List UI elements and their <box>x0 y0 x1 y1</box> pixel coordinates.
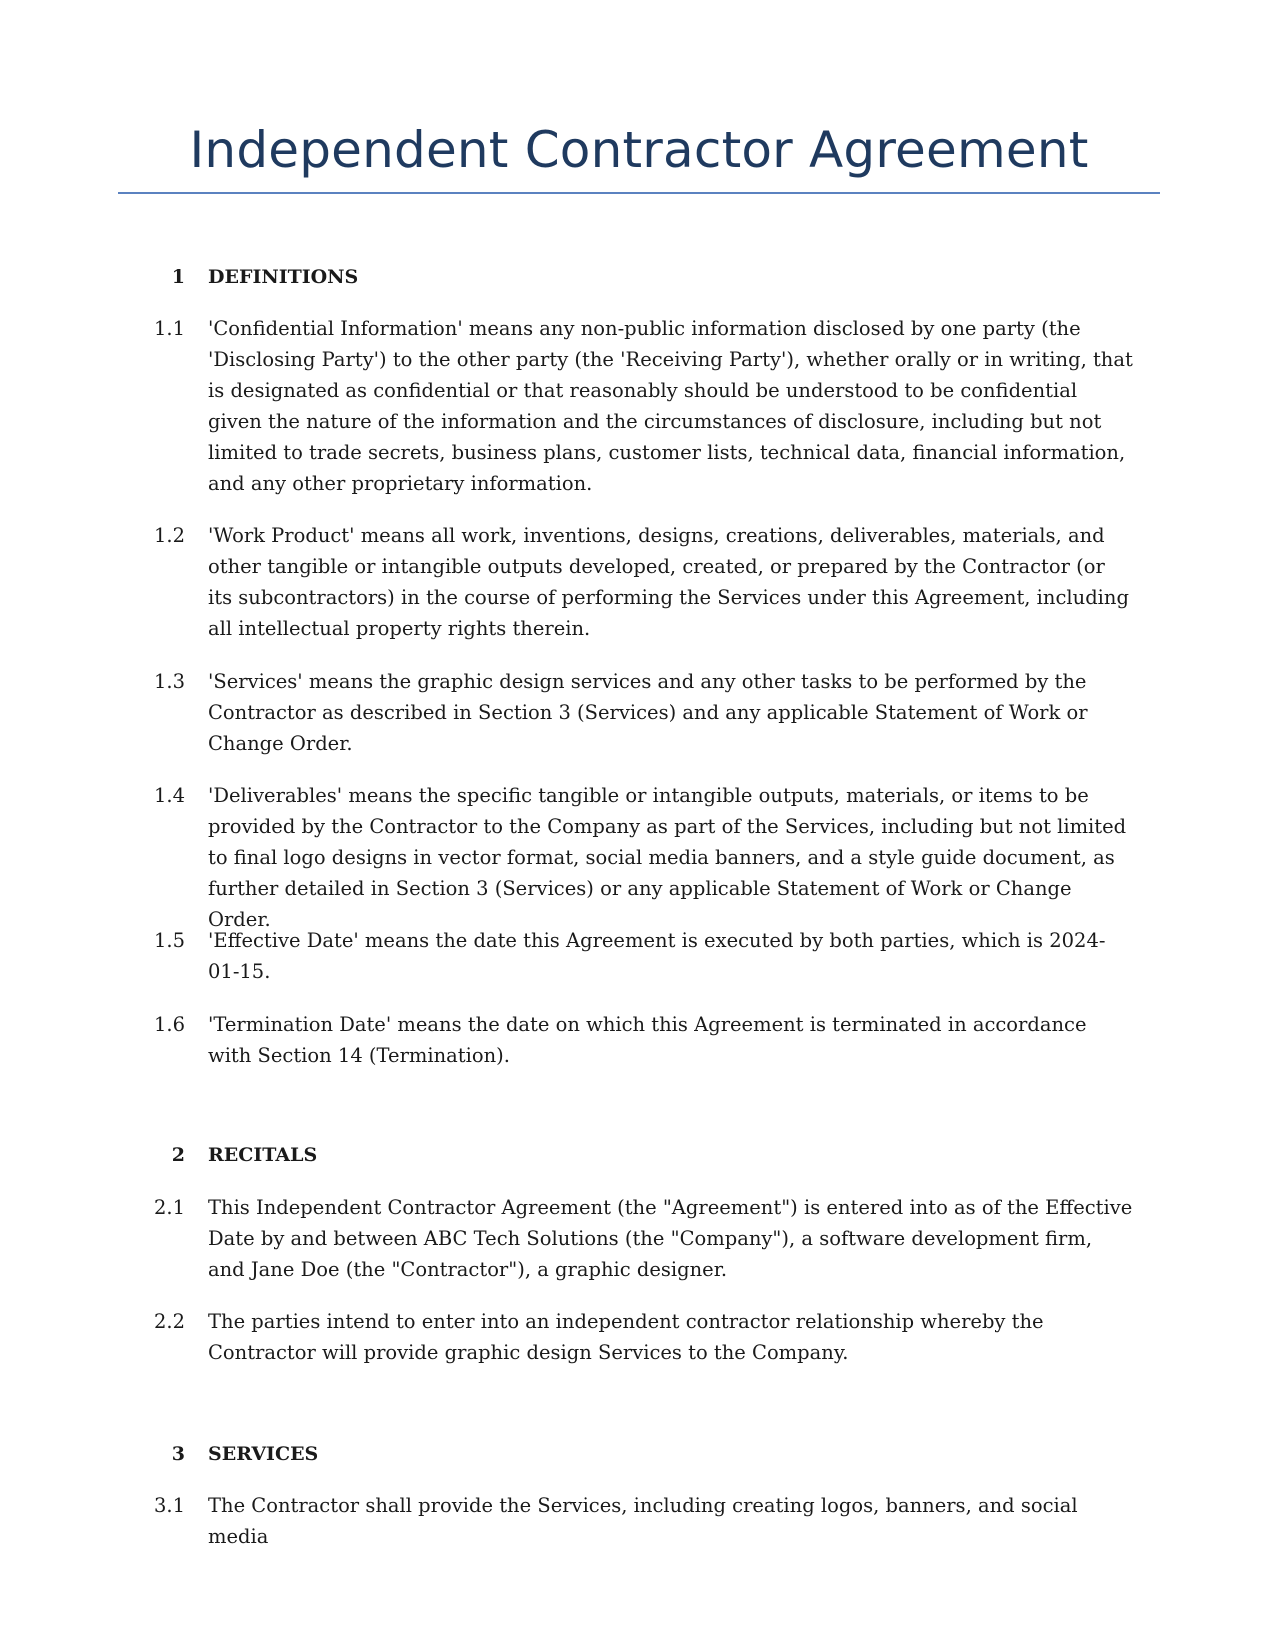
section-title: DEFINITIONS <box>208 266 359 288</box>
clause-text: The parties intend to enter into an independent contractor relationship whereby the Contractor will provide graphic design Services to the Company. <box>208 1310 1044 1364</box>
clause-text: 'Deliverables' means the specific tangible or intangible outputs, materials, or items to be provided by the Contractor to the Company as part of the Services, including but not limited to final logo designs in vector format, social media banners, and a style guide document, as further detailed in Section 3 (Services) or any applicable Statement of Work or Change Order. <box>208 784 1127 931</box>
clause-text: 'Effective Date' means the date this Agreement is executed by both parties, which is 2024-01-15. <box>208 929 1106 983</box>
clause-number: 1.3 <box>154 670 186 693</box>
clause-text: 'Services' means the graphic design services and any other tasks to be performed by the Contractor as described in Section 3 (Services) and any applicable Statement of Work or Change Order. <box>208 670 1088 755</box>
clause-number: 3.1 <box>154 1494 186 1517</box>
section-title: SERVICES <box>208 1443 319 1465</box>
clause-number: 1.4 <box>154 784 186 807</box>
section-number: 2 <box>171 1144 185 1166</box>
clause-number: 1.2 <box>154 524 186 547</box>
clause-number: 1.1 <box>154 317 186 340</box>
clause-text: 'Termination Date' means the date on which this Agreement is terminated in accordance with Section 14 (Termination). <box>208 1013 1087 1067</box>
clause-number: 2.1 <box>154 1196 186 1219</box>
section-title: RECITALS <box>208 1144 318 1166</box>
title-underline <box>118 192 1160 194</box>
section-number: 1 <box>171 266 185 288</box>
clause-text: 'Work Product' means all work, inventions, designs, creations, deliverables, materials, and other tangible or intangible outputs developed, created, or prepared by the Contractor (or its subcontractors) in the course of performing the Services under this Agreement, including all intellectual property rights therein. <box>208 524 1129 640</box>
document-title: Independent Contractor Agreement <box>189 121 1089 179</box>
clause-number: 1.6 <box>154 1013 186 1036</box>
section-number: 3 <box>171 1443 185 1465</box>
clause-number: 2.2 <box>154 1310 186 1333</box>
clause-text: This Independent Contractor Agreement (the "Agreement") is entered into as of the Effective Date by and between ABC Tech Solutions (the "Company"), a software development firm, and Jane Doe (the "Contractor"), a graphic designer. <box>208 1196 1133 1281</box>
clause-number: 1.5 <box>154 929 186 952</box>
clause-text: 'Confidential Information' means any non-public information disclosed by one party (the 'Disclosing Party') to the other party (the 'Receiving Party'), whether orally or in writing, that is designated as confidential or that reasonably should be understood to be confidential given the nature of the information and the circumstances of disclosure, including but not limited to trade secrets, business plans, customer lists, technical data, financial information, and any other proprietary information. <box>208 317 1133 495</box>
clause-text: The Contractor shall provide the Services, including creating logos, banners, and social media <box>208 1494 1078 1548</box>
